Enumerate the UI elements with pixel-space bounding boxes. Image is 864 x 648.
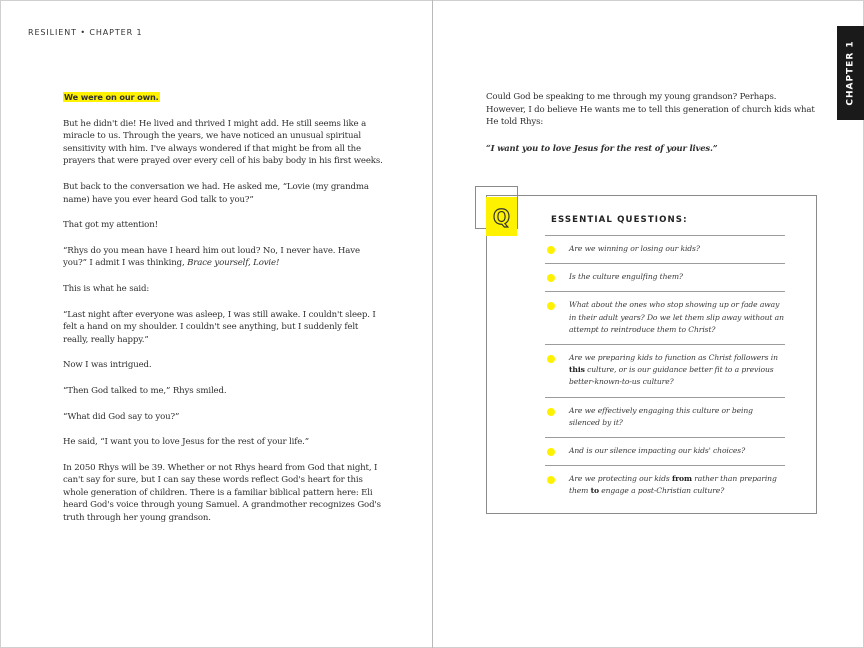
emphasis-text: this: [569, 365, 585, 375]
question-badge-icon: [486, 197, 517, 236]
question-text: rather than preparing them: [569, 474, 777, 496]
body-paragraph: This is what he said:: [63, 283, 150, 294]
question-text: culture, or is our guidance better fit to a previous better-known-to-us culture?: [569, 365, 774, 387]
chapter-tab-label: CHAPTER 1: [845, 40, 856, 106]
list-item: [545, 397, 785, 437]
body-paragraph: In 2050 Rhys will be 39. Whether or not Rhys heard from God that night, I can't say for sure, but I can say these words reflect God's heart for this whole generation of children. There is a familiar biblical pattern here: Eli heard God's voice through young Samuel. A grandmother recognizes God's truth through her young grandson.: [63, 462, 381, 524]
question-text: Are we protecting our kids: [569, 474, 672, 484]
intro-paragraph: Could God be speaking to me through my young grandson? Perhaps. However, I do believe He wants me to tell this generation of church kids what He told Rhys:: [486, 92, 815, 128]
body-paragraph: He said, “I want you to love Jesus for the rest of your life.”: [63, 437, 310, 448]
bullet-dot-icon: [547, 448, 555, 456]
list-item: [545, 344, 785, 397]
body-paragraph: But back to the conversation we had. He asked me, “Lovie (my grandma name) have you ever heard God talk to you?”: [63, 181, 369, 205]
question-text: Are we effectively engaging this culture or being silenced by it?: [569, 405, 753, 427]
questions-heading: ESSENTIAL QUESTIONS:: [551, 215, 688, 225]
question-text: What about the ones who stop showing up or fade away in their adult years? Do we let them slip away without an attempt to reintroduce them to Christ?: [569, 300, 784, 334]
list-item: [545, 465, 785, 505]
list-item: [545, 291, 785, 344]
left-body-text: [63, 91, 383, 538]
question-text: Are we winning or losing our kids?: [569, 244, 700, 253]
right-body-text: [486, 91, 818, 154]
list-item: [545, 263, 785, 291]
body-text: “Rhys do you mean have I heard him out loud? No, I never have. Have you?” I admit I was thinking,: [63, 245, 360, 269]
body-paragraph: “Then God talked to me,” Rhys smiled.: [63, 385, 227, 396]
italic-text: Brace yourself, Lovie!: [187, 258, 280, 269]
body-paragraph: [63, 245, 383, 270]
highlight-paragraph: [63, 91, 383, 105]
badge-letter: Q: [492, 204, 510, 229]
question-text: Is the culture engulfing them?: [569, 272, 683, 282]
right-page: [432, 0, 864, 648]
body-paragraph: But he didn't die! He lived and thrived I might add. He still seems like a miracle to us. Through the years, we have noticed an unusual spiritual sensitivity with him. I've always wondered if that might be from all the prayers that were prayed over every cell of his baby body in his first weeks.: [63, 118, 383, 167]
highlighted-text: We were on our own.: [64, 92, 159, 102]
bullet-dot-icon: [547, 355, 555, 363]
body-paragraph: Now I was intrigued.: [63, 360, 152, 371]
body-paragraph: “Last night after everyone was asleep, I was still awake. I couldn't sleep. I felt a hand on my shoulder. I couldn't see anything, but I suddenly felt really, really happy.”: [63, 309, 376, 345]
bullet-dot-icon: [547, 476, 555, 484]
body-paragraph: “What did God say to you?”: [63, 411, 180, 422]
pull-quote: “I want you to love Jesus for the rest of your lives.”: [486, 142, 718, 153]
emphasis-text: from: [671, 474, 692, 484]
chapter-tab: [837, 26, 864, 120]
running-head: RESILIENT • CHAPTER 1: [28, 28, 143, 37]
bullet-dot-icon: [547, 408, 555, 416]
question-text: engage a post-Christian culture?: [598, 486, 725, 496]
list-item: [545, 235, 785, 263]
bullet-dot-icon: [547, 246, 555, 254]
questions-list: [545, 235, 785, 506]
question-text: Are we preparing kids to function as Christ followers in: [569, 353, 778, 363]
question-text: And is our silence impacting our kids' choices?: [569, 446, 746, 456]
bullet-dot-icon: [547, 274, 555, 282]
body-paragraph: That got my attention!: [63, 220, 158, 231]
emphasis-text: to: [590, 486, 599, 496]
bullet-dot-icon: [547, 302, 555, 310]
list-item: [545, 437, 785, 465]
